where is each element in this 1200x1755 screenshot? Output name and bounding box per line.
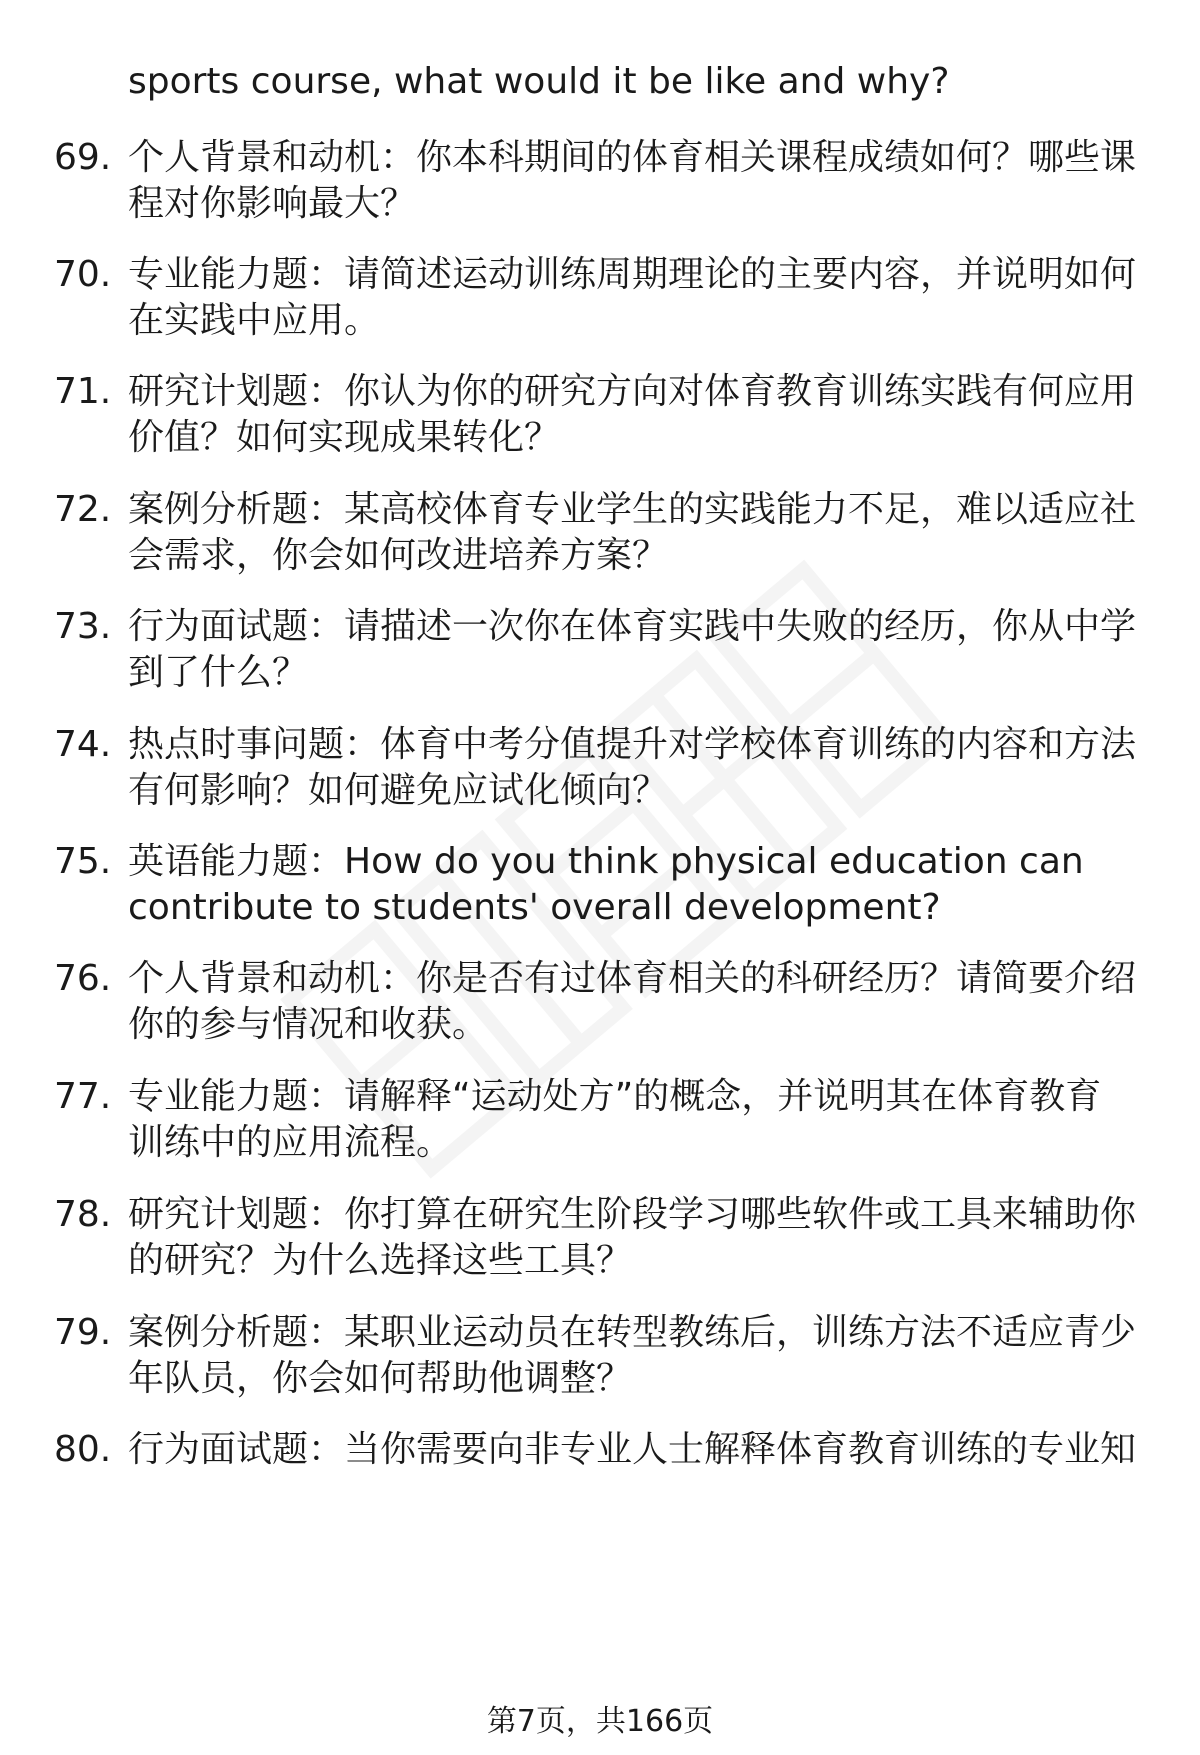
question-number: 73. <box>54 606 112 647</box>
question-text-line: 程对你影响最大？ <box>128 183 417 224</box>
question-number: 77. <box>54 1076 112 1117</box>
question-text-line: 研究计划题：你打算在研究生阶段学习哪些软件或工具来辅助你 <box>128 1194 1137 1235</box>
question-number: 70. <box>54 254 112 295</box>
question-number: 79. <box>54 1312 112 1353</box>
question-text-line: 专业能力题：请解释“运动处方”的概念，并说明其在体育教育 <box>128 1076 1102 1117</box>
question-text-line: 个人背景和动机：你本科期间的体育相关课程成绩如何？哪些课 <box>128 137 1137 178</box>
question-text-line: 年队员，你会如何帮助他调整？ <box>128 1358 633 1399</box>
page-footer: 第7页，共166页 <box>486 1704 714 1739</box>
question-text-line: 的研究？为什么选择这些工具？ <box>128 1240 633 1281</box>
question-number: 78. <box>54 1194 112 1235</box>
question-text-line: 到了什么？ <box>128 652 309 693</box>
continued-question-text: sports course, what would it be like and why? <box>128 61 950 102</box>
question-number: 71. <box>54 371 112 412</box>
question-text-line: 行为面试题：请描述一次你在体育实践中失败的经历，你从中学 <box>128 606 1137 647</box>
question-text-line: 价值？如何实现成果转化？ <box>128 417 561 458</box>
question-text-line: 训练中的应用流程。 <box>128 1122 453 1163</box>
question-text-line: 案例分析题：某高校体育专业学生的实践能力不足，难以适应社 <box>128 489 1137 530</box>
question-number: 75. <box>54 841 112 882</box>
question-text-line: 专业能力题：请简述运动训练周期理论的主要内容，并说明如何 <box>128 254 1137 295</box>
question-text-line: 你的参与情况和收获。 <box>128 1004 489 1045</box>
question-text-line: 研究计划题：你认为你的研究方向对体育教育训练实践有何应用 <box>128 371 1137 412</box>
question-text-line: 会需求，你会如何改进培养方案？ <box>128 535 669 576</box>
question-number: 80. <box>54 1429 112 1470</box>
question-number: 69. <box>54 137 112 178</box>
question-text-line: 英语能力题：How do you think physical education can <box>128 841 1084 882</box>
question-text-line: contribute to students' overall development? <box>128 887 941 928</box>
question-text-line: 有何影响？如何避免应试化倾向？ <box>128 770 669 811</box>
question-text-line: 案例分析题：某职业运动员在转型教练后，训练方法不适应青少 <box>128 1312 1137 1353</box>
question-number: 74. <box>54 724 112 765</box>
question-text-line: 行为面试题：当你需要向非专业人士解释体育教育训练的专业知 <box>128 1429 1137 1470</box>
question-text-line: 个人背景和动机：你是否有过体育相关的科研经历？请简要介绍 <box>128 958 1137 999</box>
question-number: 72. <box>54 489 112 530</box>
question-text-line: 热点时事问题：体育中考分值提升对学校体育训练的内容和方法 <box>128 724 1137 765</box>
question-text-line: 在实践中应用。 <box>128 300 381 341</box>
question-number: 76. <box>54 958 112 999</box>
